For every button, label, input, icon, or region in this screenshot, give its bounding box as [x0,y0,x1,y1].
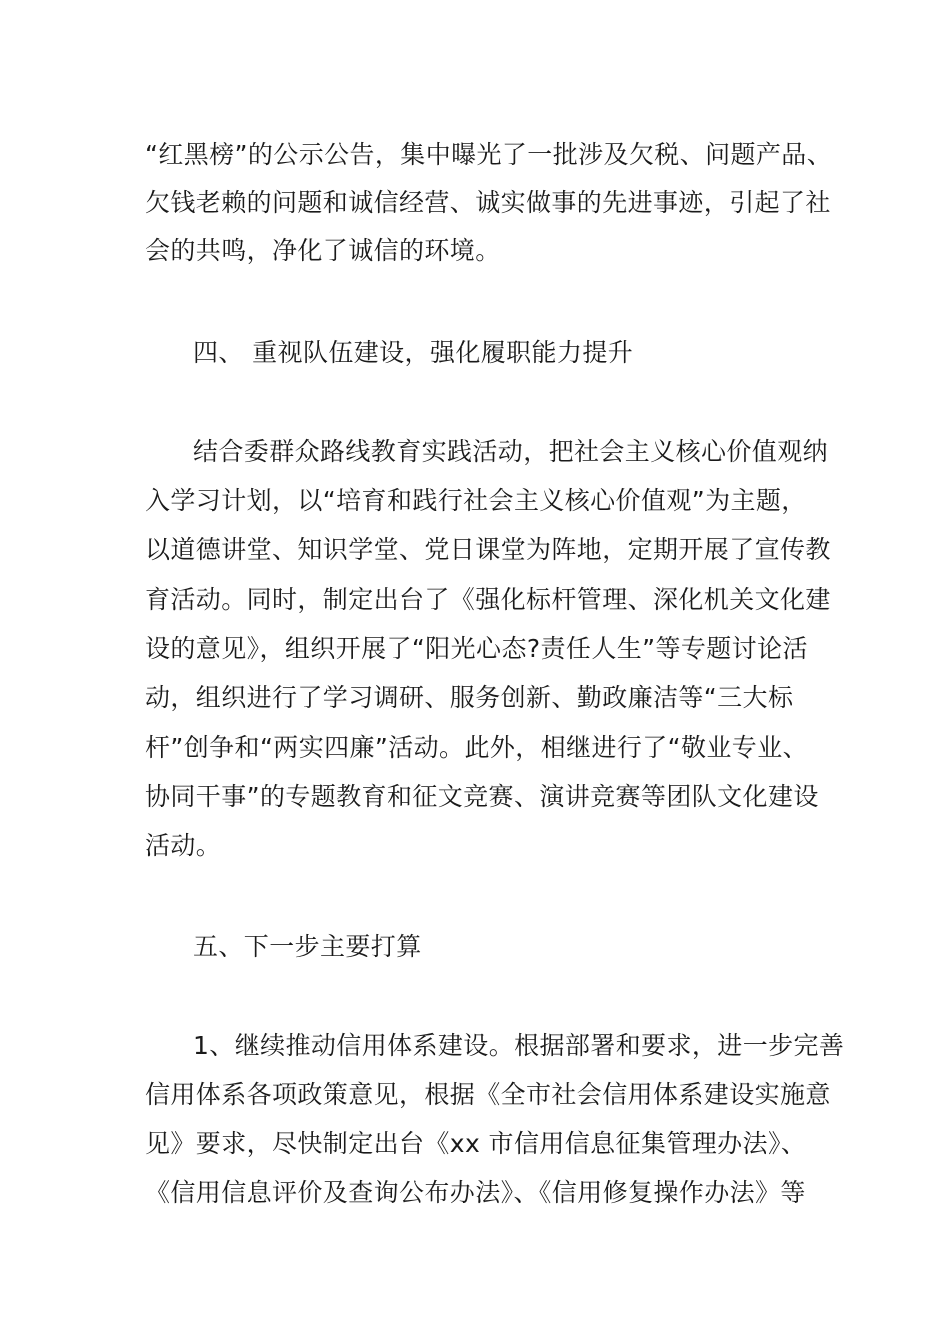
text-line: 育活动。同时，制定出台了《强化标杆管理、深化机关文化建 [145,585,831,614]
heading-text: 五、下一步主要打算 [193,932,422,961]
text-line: 会的共鸣，净化了诚信的环境。 [145,236,501,265]
text-line: 信用体系各项政策意见，根据《全市社会信用体系建设实施意 [145,1080,831,1109]
text-line: 活动。 [145,831,222,860]
text-line: 设的意见》，组织开展了“阳光心态?责任人生”等专题讨论活 [145,634,808,663]
text-line: 《信用信息评价及查询公布办法》、《信用修复操作办法》等 [145,1178,806,1207]
text-line: 见》要求，尽快制定出台《xx 市信用信息征集管理办法》、 [145,1129,807,1158]
text-line: “红黑榜”的公示公告，集中曝光了一批涉及欠税、问题产品、 [145,140,833,169]
text-line: 以道德讲堂、知识学堂、党日课堂为阵地，定期开展了宣传教 [145,535,831,564]
text-line: 欠钱老赖的问题和诚信经营、诚实做事的先进事迹，引起了社 [145,188,831,217]
text-line: 协同干事”的专题教育和征文竞赛、演讲竞赛等团队文化建设 [145,782,819,811]
text-line: 1、继续推动信用体系建设。根据部署和要求，进一步完善 [193,1031,845,1060]
text-line: 杆”创争和“两实四廉”活动。此外，相继进行了“敬业专业、 [145,733,809,762]
heading-text: 四、 重视队伍建设，强化履职能力提升 [193,338,634,367]
text-line: 结合委群众路线教育实践活动，把社会主义核心价值观纳 [193,437,829,466]
text-line: 动，组织进行了学习调研、服务创新、勤政廉洁等“三大标 [145,683,794,712]
text-line: 入学习计划，以“培育和践行社会主义核心价值观”为主题， [145,486,807,515]
